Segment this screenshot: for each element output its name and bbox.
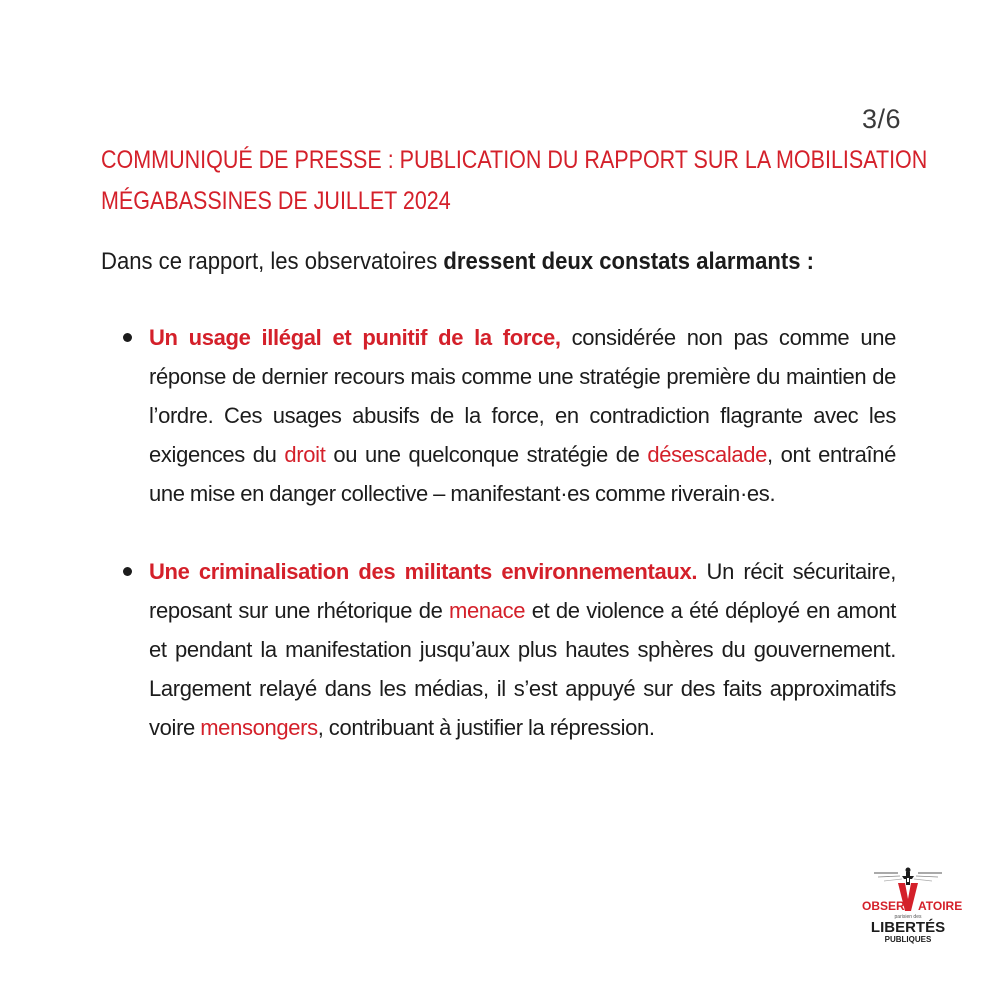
list-item-body: , ont entraîné une mise en danger collective – manifestant·es comme riverain·es.	[149, 442, 896, 506]
observatoire-logo	[860, 866, 963, 946]
list-item-text	[149, 552, 896, 747]
list-item-body: considérée non pas comme une réponse de dernier recours mais comme une stratégie première du maintien de l’ordre. Ces usages abusifs de la force, en contradiction flagrante avec les exigences du	[149, 325, 896, 467]
page-number: 3/6	[862, 104, 902, 134]
keyword-highlight: droit	[284, 442, 326, 467]
list-item	[101, 318, 896, 513]
page-title-line-1: COMMUNIQUÉ DE PRESSE : PUBLICATION DU RAPPORT SUR LA MOBILISATION	[101, 146, 928, 174]
keyword-highlight: mensongers	[200, 715, 318, 740]
list-item-lead: Une criminalisation des militants environnementaux.	[149, 559, 698, 584]
logo-word-libertes: LIBERTÉS	[870, 919, 946, 936]
logo-word-observatoire-right: ATOIRE	[918, 899, 963, 913]
list-item-lead: Un usage illégal et punitif de la force,	[149, 325, 561, 350]
bullet-dot	[123, 333, 132, 342]
findings-list	[101, 318, 896, 786]
list-item-body: Un récit sécuritaire, reposant sur une rhétorique de	[149, 559, 896, 623]
list-item-body: et de violence a été déployé en amont et pendant la manifestation jusqu’aux plus hautes sphères du gouvernement. Largement relayé dans les médias, il s’est appuyé sur des faits approximatifs voire	[149, 598, 896, 740]
intro-text: Dans ce rapport, les observatoires	[101, 248, 444, 275]
logo-figure-icon	[874, 868, 942, 886]
logo-small-text: parisien des	[894, 914, 922, 920]
logo-graphic	[860, 866, 963, 946]
intro-paragraph	[101, 245, 892, 279]
logo-word-publiques: PUBLIQUES	[884, 935, 932, 944]
page-title	[101, 140, 928, 222]
list-item-body: ou une quelconque stratégie de	[325, 442, 648, 467]
list-item	[101, 552, 896, 747]
logo-word-observatoire-left: OBSER	[862, 899, 905, 913]
list-item-text	[149, 318, 896, 513]
keyword-highlight: désescalade	[647, 442, 768, 467]
intro-emphasis: dressent deux constats alarmants :	[443, 248, 814, 275]
keyword-highlight: menace	[449, 598, 526, 623]
list-item-body: , contribuant à justifier la répression.	[317, 715, 655, 740]
page-title-line-2: MÉGABASSINES DE JUILLET 2024	[101, 187, 451, 215]
bullet-dot	[123, 567, 132, 576]
